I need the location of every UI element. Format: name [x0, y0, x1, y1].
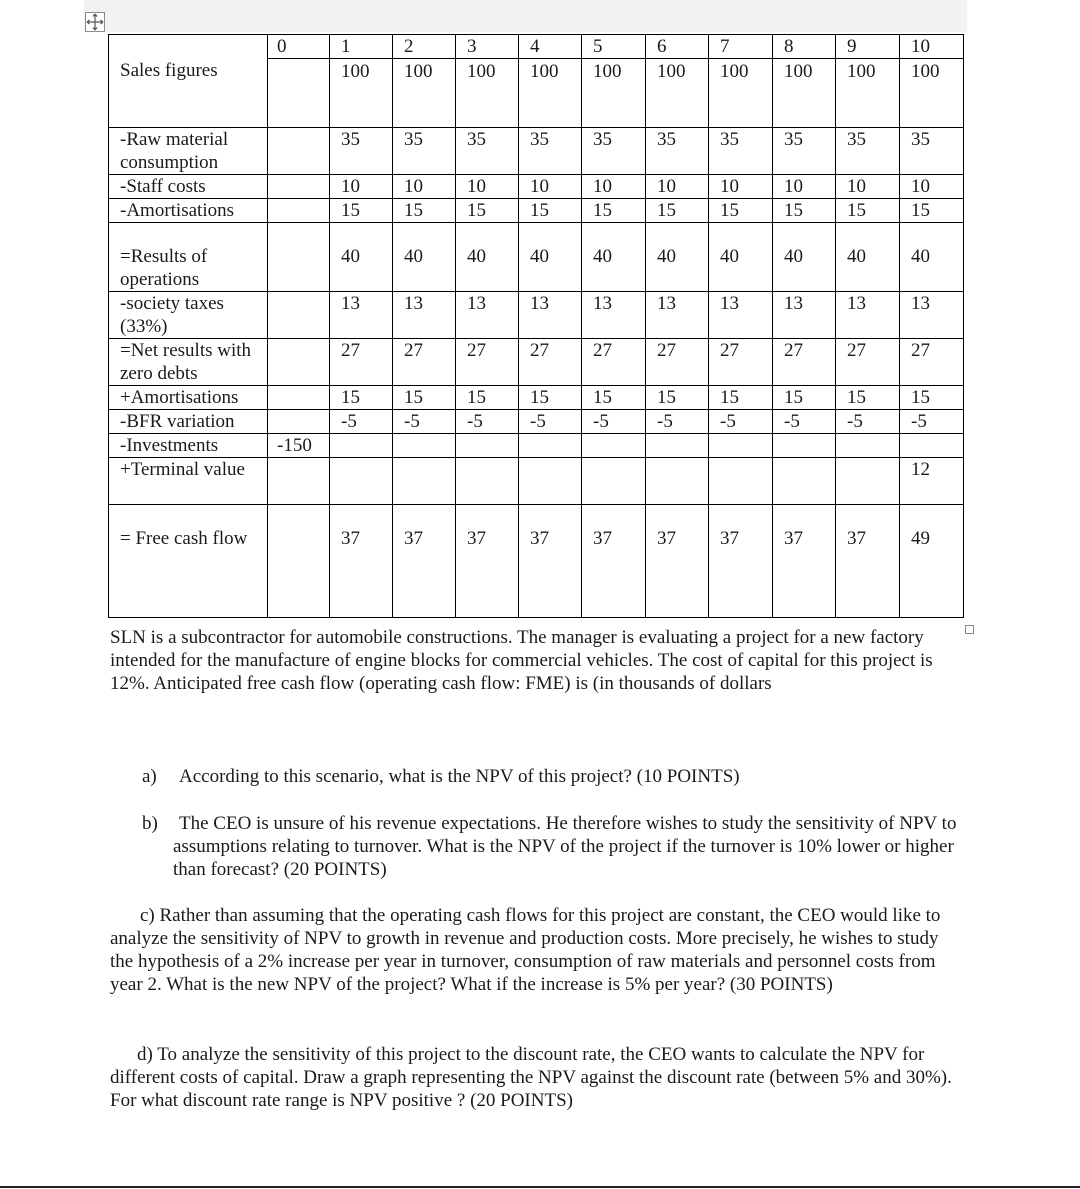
table-cell	[456, 59, 519, 128]
table-cell	[519, 458, 582, 505]
cell-value: 35	[847, 129, 866, 150]
cell-value: 10	[467, 176, 486, 197]
cell-value: 15	[530, 387, 549, 408]
table-cell	[393, 386, 456, 410]
cell-value: 10	[404, 176, 423, 197]
question-a-text: According to this scenario, what is the NPV of this project? (10 POINTS)	[179, 766, 740, 787]
table-cell	[268, 292, 330, 339]
table-cell	[330, 410, 393, 434]
cell-value: 40	[847, 246, 866, 267]
table-cell	[900, 339, 964, 386]
cell-value: 100	[467, 61, 496, 82]
cell-value: 27	[593, 340, 612, 361]
table-row	[109, 339, 964, 386]
page-bottom-edge	[0, 1186, 1080, 1188]
table-cell	[582, 223, 646, 292]
table-cell	[582, 292, 646, 339]
table-cell	[330, 386, 393, 410]
table-cell	[582, 199, 646, 223]
cell-value: 15	[847, 387, 866, 408]
table-cell	[646, 339, 709, 386]
cell-value: 100	[657, 61, 686, 82]
table-cell	[456, 386, 519, 410]
cell-value: 37	[657, 528, 676, 549]
cell-value: 15	[593, 387, 612, 408]
cell-value: 15	[911, 387, 930, 408]
table-cell	[393, 175, 456, 199]
cell-value: 15	[404, 200, 423, 221]
table-cell	[646, 458, 709, 505]
table-cell	[519, 339, 582, 386]
cell-value: 37	[593, 528, 612, 549]
table-cell	[836, 59, 900, 128]
cell-value: 12	[911, 459, 930, 480]
table-cell	[330, 128, 393, 175]
table-cell	[393, 292, 456, 339]
cell-value: 10	[847, 176, 866, 197]
table-cell	[393, 458, 456, 505]
table-cell	[773, 339, 836, 386]
cell-value: 15	[784, 387, 803, 408]
cell-value: 100	[593, 61, 622, 82]
table-cell	[519, 505, 582, 618]
table-header-row	[109, 35, 964, 59]
cell-value: 27	[657, 340, 676, 361]
row-label	[109, 410, 268, 434]
row-label	[109, 128, 268, 175]
table-cell	[330, 59, 393, 128]
table-cell	[330, 199, 393, 223]
table-cell	[456, 175, 519, 199]
year-header: 8	[773, 35, 836, 59]
table-cell	[330, 175, 393, 199]
table-cell	[900, 175, 964, 199]
cell-value: 10	[341, 176, 360, 197]
table-cell	[646, 128, 709, 175]
table-cell	[709, 59, 773, 128]
table-cell	[646, 410, 709, 434]
cell-value: -5	[341, 411, 357, 432]
table-cell	[836, 434, 900, 458]
table-cell	[330, 292, 393, 339]
table-cell	[519, 59, 582, 128]
table-cell	[836, 386, 900, 410]
cell-value: 27	[847, 340, 866, 361]
row-label-text: +Terminal value	[120, 459, 245, 480]
cell-value: 13	[657, 293, 676, 314]
cell-value: 27	[530, 340, 549, 361]
year-header: 0	[268, 35, 330, 59]
table-cell	[836, 175, 900, 199]
cell-value: 37	[404, 528, 423, 549]
cell-value: 10	[911, 176, 930, 197]
table-cell	[773, 223, 836, 292]
cell-value: 35	[404, 129, 423, 150]
table-cell	[519, 223, 582, 292]
table-resize-handle[interactable]	[965, 625, 974, 634]
cell-value: 35	[784, 129, 803, 150]
cell-value: 10	[720, 176, 739, 197]
cell-value	[277, 223, 329, 245]
cell-value: 15	[720, 387, 739, 408]
cell-value: 35	[467, 129, 486, 150]
cell-value: 27	[341, 340, 360, 361]
cell-value: 10	[593, 176, 612, 197]
table-cell	[268, 59, 330, 128]
table-row	[109, 434, 964, 458]
row-label-text: =Results of operations	[120, 246, 208, 290]
cell-value: 15	[467, 387, 486, 408]
table-cell	[330, 458, 393, 505]
table-cell	[582, 434, 646, 458]
table-cell	[393, 339, 456, 386]
cell-value: 27	[467, 340, 486, 361]
cell-value: 27	[911, 340, 930, 361]
table-cell	[709, 199, 773, 223]
cell-value: 15	[657, 200, 676, 221]
table-row	[109, 223, 964, 292]
cell-value: 13	[404, 293, 423, 314]
cell-value: 13	[593, 293, 612, 314]
table-cell	[268, 339, 330, 386]
cell-value: -5	[657, 411, 673, 432]
table-cell	[393, 505, 456, 618]
table-cell	[836, 128, 900, 175]
cell-value: 13	[467, 293, 486, 314]
row-label-text: = Free cash flow	[120, 528, 248, 549]
table-cell	[519, 128, 582, 175]
cell-value: 15	[404, 387, 423, 408]
cell-value: 37	[720, 528, 739, 549]
table-cell	[268, 199, 330, 223]
table-cell	[456, 223, 519, 292]
row-label-text: -Investments	[120, 435, 219, 456]
table-cell	[456, 434, 519, 458]
cell-value: 40	[530, 246, 549, 267]
table-cell	[773, 59, 836, 128]
table-row	[109, 199, 964, 223]
cell-value: 15	[657, 387, 676, 408]
table-cell	[519, 386, 582, 410]
cell-value: 35	[341, 129, 360, 150]
question-a-label: a)	[142, 766, 157, 787]
row-label	[109, 386, 268, 410]
cell-value: -5	[530, 411, 546, 432]
year-header: 5	[582, 35, 646, 59]
table-cell	[646, 292, 709, 339]
question-d: d) To analyze the sensitivity of this project to the discount rate, the CEO wants to calculate the NPV for different costs of capital. Draw a graph representing the NPV against the discount rate (between 5% and 30%). For what discount rate range is NPV positive ? (20 POINTS)	[110, 1044, 952, 1111]
table-cell	[456, 128, 519, 175]
table-row	[109, 458, 964, 505]
cell-value: 40	[467, 246, 486, 267]
row-label	[109, 339, 268, 386]
cell-value: 13	[784, 293, 803, 314]
row-label: Sales figures	[120, 60, 218, 81]
cell-value: 35	[593, 129, 612, 150]
cell-value: -5	[593, 411, 609, 432]
cell-value: 37	[467, 528, 486, 549]
row-label	[109, 223, 268, 292]
table-row	[109, 410, 964, 434]
table-cell	[836, 410, 900, 434]
table-cell	[646, 434, 709, 458]
table-cell	[456, 505, 519, 618]
table-cell	[330, 223, 393, 292]
table-cell	[519, 292, 582, 339]
table-cell	[900, 505, 964, 618]
table-cell	[582, 175, 646, 199]
cell-value: 100	[530, 61, 559, 82]
table-row	[109, 292, 964, 339]
cell-value: 37	[784, 528, 803, 549]
table-cell	[393, 128, 456, 175]
cell-value: 100	[720, 61, 749, 82]
table-cell	[836, 199, 900, 223]
row-label	[109, 292, 268, 339]
table-row	[109, 386, 964, 410]
row-label	[109, 199, 268, 223]
cell-value: 13	[341, 293, 360, 314]
cell-value: 15	[911, 200, 930, 221]
table-cell	[773, 434, 836, 458]
cell-value: 49	[911, 528, 930, 549]
table-cell	[773, 292, 836, 339]
cell-value: 37	[530, 528, 549, 549]
table-cell	[268, 223, 330, 292]
table-cell	[646, 175, 709, 199]
table-row	[109, 505, 964, 618]
cash-flow-table	[108, 34, 964, 618]
cell-value: -5	[911, 411, 927, 432]
cell-value: -5	[720, 411, 736, 432]
table-cell	[330, 505, 393, 618]
year-header: 3	[456, 35, 519, 59]
table-cell	[393, 223, 456, 292]
question-c: c) Rather than assuming that the operating cash flows for this project are constant, the CEO would like to analyze the sensitivity of NPV to growth in revenue and production costs. More precisely, he wishes to study the hypothesis of a 2% increase per year in turnover, consumption of raw materials and personnel costs from year 2. What is the new NPV of the project? What if the increase is 5% per year? (30 POINTS)	[110, 905, 941, 995]
cell-value: 40	[593, 246, 612, 267]
year-header: 7	[709, 35, 773, 59]
cell-value: 40	[720, 246, 739, 267]
cell-value: 13	[911, 293, 930, 314]
table-cell	[709, 505, 773, 618]
cell-value: 15	[341, 200, 360, 221]
table-cell	[900, 458, 964, 505]
table-cell	[709, 434, 773, 458]
row-label	[109, 458, 268, 505]
intro-paragraph: SLN is a subcontractor for automobile constructions. The manager is evaluating a project for a new factory intended for the manufacture of engine blocks for commercial vehicles. The cost of capital for this project is 12%. Anticipated free cash flow (operating cash flow: FME) is (in thousands of dollars	[110, 627, 933, 694]
table-cell	[709, 292, 773, 339]
cell-value: 13	[847, 293, 866, 314]
cell-value: 35	[911, 129, 930, 150]
year-header: 9	[836, 35, 900, 59]
cell-value: 100	[341, 61, 370, 82]
table-cell	[330, 339, 393, 386]
cell-value: -150	[277, 435, 312, 456]
table-cell	[456, 410, 519, 434]
cell-value: 15	[341, 387, 360, 408]
cell-value: 10	[784, 176, 803, 197]
row-label-text: +Amortisations	[120, 387, 239, 408]
row-label-text: =Net results with zero debts	[120, 340, 252, 384]
table-cell	[519, 434, 582, 458]
table-cell	[393, 59, 456, 128]
cell-value: 40	[341, 246, 360, 267]
table-cell	[900, 128, 964, 175]
table-cell	[900, 386, 964, 410]
table-cell	[836, 339, 900, 386]
table-cell	[646, 223, 709, 292]
row-label	[109, 434, 268, 458]
row-label-text: -Amortisations	[120, 200, 234, 221]
cell-value: 100	[784, 61, 813, 82]
cell-value: 40	[784, 246, 803, 267]
table-toolbar-band	[84, 0, 967, 32]
table-cell	[709, 410, 773, 434]
table-cell	[582, 339, 646, 386]
table-cell	[393, 410, 456, 434]
table-cell	[268, 386, 330, 410]
cell-value: -5	[847, 411, 863, 432]
table-cell	[900, 223, 964, 292]
year-header: 10	[900, 35, 964, 59]
row-label-text: -society taxes (33%)	[120, 293, 224, 337]
question-b-label: b)	[142, 813, 158, 834]
table-cell	[646, 199, 709, 223]
cell-value: 15	[530, 200, 549, 221]
table-cell	[582, 59, 646, 128]
table-cell	[456, 292, 519, 339]
table-cell	[519, 175, 582, 199]
table-cell	[836, 292, 900, 339]
row-label-text: -BFR variation	[120, 411, 235, 432]
cell-value	[277, 59, 329, 60]
cell-value: 40	[404, 246, 423, 267]
cell-value: 13	[530, 293, 549, 314]
table-cell	[709, 458, 773, 505]
table-cell	[709, 339, 773, 386]
cell-value: 100	[847, 61, 876, 82]
row-label-text: -Staff costs	[120, 176, 206, 197]
table-cell	[709, 128, 773, 175]
table-cell	[900, 59, 964, 128]
cell-value: 35	[530, 129, 549, 150]
cell-value: 27	[404, 340, 423, 361]
table-cell	[268, 505, 330, 618]
cell-value: 15	[467, 200, 486, 221]
table-cell	[393, 199, 456, 223]
cell-value: 10	[530, 176, 549, 197]
cell-value	[277, 505, 329, 527]
table-cell	[519, 410, 582, 434]
cell-value: 15	[784, 200, 803, 221]
table-cell	[773, 175, 836, 199]
table-cell	[709, 386, 773, 410]
table-cell	[268, 434, 330, 458]
year-header: 4	[519, 35, 582, 59]
table-cell	[268, 410, 330, 434]
cell-value: 35	[657, 129, 676, 150]
table-cell	[268, 458, 330, 505]
table-move-handle-icon[interactable]	[85, 12, 105, 32]
table-cell	[268, 175, 330, 199]
table-cell	[900, 410, 964, 434]
cell-value: 15	[847, 200, 866, 221]
cell-value: 15	[593, 200, 612, 221]
year-header: 2	[393, 35, 456, 59]
cell-value: 40	[657, 246, 676, 267]
table-cell	[836, 458, 900, 505]
table-cell	[773, 505, 836, 618]
table-row	[109, 128, 964, 175]
table-cell	[456, 339, 519, 386]
cell-value: -5	[784, 411, 800, 432]
year-header: 1	[330, 35, 393, 59]
table-cell	[773, 458, 836, 505]
table-cell	[900, 292, 964, 339]
row-label	[109, 175, 268, 199]
table-cell	[582, 410, 646, 434]
table-cell	[836, 505, 900, 618]
cell-value: 10	[657, 176, 676, 197]
table-cell	[709, 223, 773, 292]
cell-value: 27	[720, 340, 739, 361]
table-cell	[456, 199, 519, 223]
table-cell	[773, 199, 836, 223]
year-header: 6	[646, 35, 709, 59]
cell-value: 15	[720, 200, 739, 221]
table-cell	[836, 223, 900, 292]
table-cell	[519, 199, 582, 223]
cell-value: -5	[404, 411, 420, 432]
cell-value: -5	[467, 411, 483, 432]
table-cell	[393, 434, 456, 458]
cell-value: 37	[847, 528, 866, 549]
table-cell	[646, 59, 709, 128]
row-label	[109, 505, 268, 618]
table-cell	[773, 386, 836, 410]
cell-value: 100	[404, 61, 433, 82]
table-cell	[646, 505, 709, 618]
table-cell	[900, 199, 964, 223]
table-cell	[330, 434, 393, 458]
question-b-text: The CEO is unsure of his revenue expectations. He therefore wishes to study the sensitivity of NPV to assumptions relating to turnover. What is the NPV of the project if the turnover is 10% lower or higher than forecast? (20 POINTS)	[173, 813, 957, 880]
cell-value: 13	[720, 293, 739, 314]
table-cell	[582, 505, 646, 618]
table-cell	[773, 128, 836, 175]
table-cell	[773, 410, 836, 434]
table-cell	[582, 458, 646, 505]
table-cell	[456, 458, 519, 505]
table-cell	[582, 386, 646, 410]
table-cell	[900, 434, 964, 458]
cell-value: 35	[720, 129, 739, 150]
table-header-blank	[109, 35, 268, 128]
cell-value: 40	[911, 246, 930, 267]
table-cell	[582, 128, 646, 175]
table-row	[109, 175, 964, 199]
table-cell	[709, 175, 773, 199]
cell-value: 37	[341, 528, 360, 549]
cell-value: 27	[784, 340, 803, 361]
table-cell	[646, 386, 709, 410]
cell-value: 100	[911, 61, 940, 82]
row-label-text: -Raw material consumption	[120, 129, 229, 173]
table-cell	[268, 128, 330, 175]
